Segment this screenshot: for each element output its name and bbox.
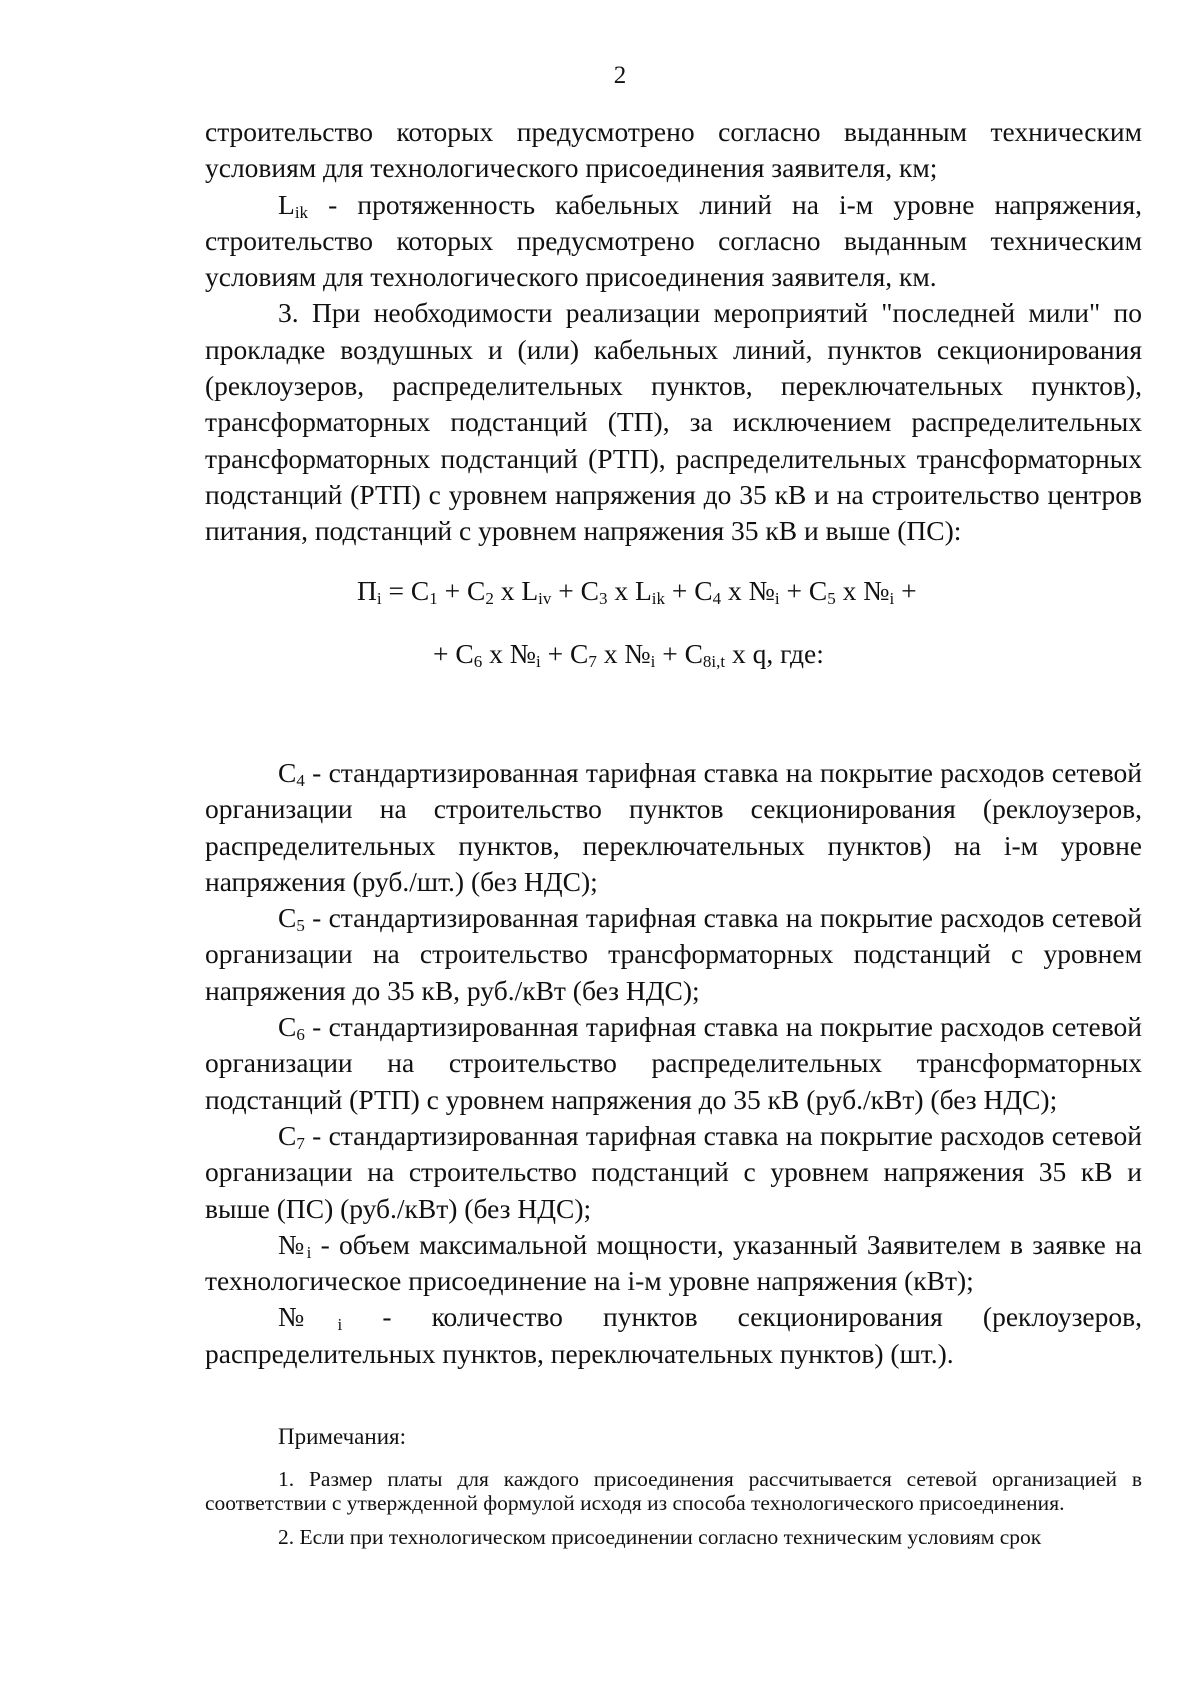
definition-section-points: $№_i$ - количество пунктов секционирования (реклоузеров, распределительных пунктов, переключательных пунктов) (шт.). — [205, 1301, 1142, 1369]
page-number: 2 — [613, 62, 627, 89]
formula-term: x $№_i$ — [596, 638, 656, 671]
formula-line-2 — [433, 638, 824, 670]
notes-heading-block — [205, 1425, 1142, 1449]
note-item: 1. Размер платы для каждого присоединения рассчитывается сетевой организацией в соответствии с утвержденной формулой исходя из способа технологического присоединения. — [205, 1467, 1142, 1515]
notes-block — [205, 1467, 1142, 1549]
definition-text: - протяженность кабельных линий на i-м уровне напряжения, строительство которых предусмотрено согласно выданным техническим условиям для технологического присоединения заявителя, км. — [205, 188, 1142, 293]
symbol: L — [278, 188, 295, 220]
note-item: 2. Если при технологическом присоединении согласно техническим условиям срок — [278, 1525, 1042, 1549]
definition-c7: $C_7$ - стандартизированная тарифная ставка на покрытие расходов сетевой организации на строительство подстанций с уровнем напряжения 35 кВ и выше (ПС) (руб./кВт) (без НДС); — [205, 1119, 1142, 1224]
definition-c5: $C_5$ - стандартизированная тарифная ставка на покрытие расходов сетевой организации на строительство трансформаторных подстанций с уровнем напряжения до 35 кВ, руб./кВт (без НДС); — [205, 902, 1142, 1006]
formula-term: x $№_i$ — [721, 575, 780, 608]
formula-term: + $C_{8i,t}$ — [655, 638, 726, 671]
paragraph-item-3: 3. При необходимости реализации мероприятий "последней мили" по прокладке воздушных и (или) кабельных линий, пунктов секционирования (реклоузеров, распределительных пунктов, переключательных пунктов), трансформаторных подстанций (ТП), за исключением распределительных трансформаторных подстанций (РТП), распределительных трансформаторных подстанций (РТП) с уровнем напряжения до 35 кВ и на строительство центров питания, подстанций с уровнем напряжения 35 кВ и выше (ПС): — [205, 297, 1142, 547]
formula-term: + $C_4$ — [665, 575, 722, 608]
formula-term: $П_i$ — [357, 575, 382, 608]
definition-max-power: $№_i$ - объем максимальной мощности, указанный Заявителем в заявке на технологическое присоединение на i-м уровне напряжения (кВт); — [205, 1228, 1142, 1297]
symbol-subscript: ik — [294, 202, 309, 222]
definitions-block — [205, 755, 1142, 1372]
formula-term: x $L_{ik}$ — [607, 575, 666, 608]
formula-line-1 — [357, 575, 917, 607]
formula-term: + $C_2$ — [437, 575, 494, 608]
formula-term: x $№_i$ — [482, 638, 541, 671]
definition-c6: $C_6$ - стандартизированная тарифная ставка на покрытие расходов сетевой организации на строительство распределительных трансформаторных подстанций (РТП) с уровнем напряжения до 35 кВ (руб./кВт) (без НДС); — [205, 1011, 1142, 1115]
formula-term: + $C_6$ — [433, 638, 483, 671]
formula-term: = $C_1$ — [381, 575, 438, 608]
formula-term: + — [894, 575, 917, 606]
definition-c4: $C_4$ - стандартизированная тарифная ставка на покрытие расходов сетевой организации на строительство пунктов секционирования (реклоузеров, распределительных пунктов, переключательных пунктов) на i-м уровне напряжения (руб./шт.) (без НДС); — [205, 757, 1142, 897]
formula-term: + $C_7$ — [540, 638, 597, 671]
formula-term: x $№_i$ — [835, 575, 895, 608]
definition-lik — [205, 187, 1142, 296]
formula-term: + $C_5$ — [779, 575, 836, 608]
formula-term: x q, где: — [725, 638, 824, 669]
notes-heading: Примечания: — [278, 1424, 406, 1449]
formula-term: + $C_3$ — [551, 575, 608, 608]
paragraph: строительство которых предусмотрено согласно выданным техническим условиям для технологического присоединения заявителя, км; — [205, 116, 1142, 184]
formula-term: x $L_{iv}$ — [493, 575, 552, 608]
top-text-block — [205, 114, 1142, 550]
